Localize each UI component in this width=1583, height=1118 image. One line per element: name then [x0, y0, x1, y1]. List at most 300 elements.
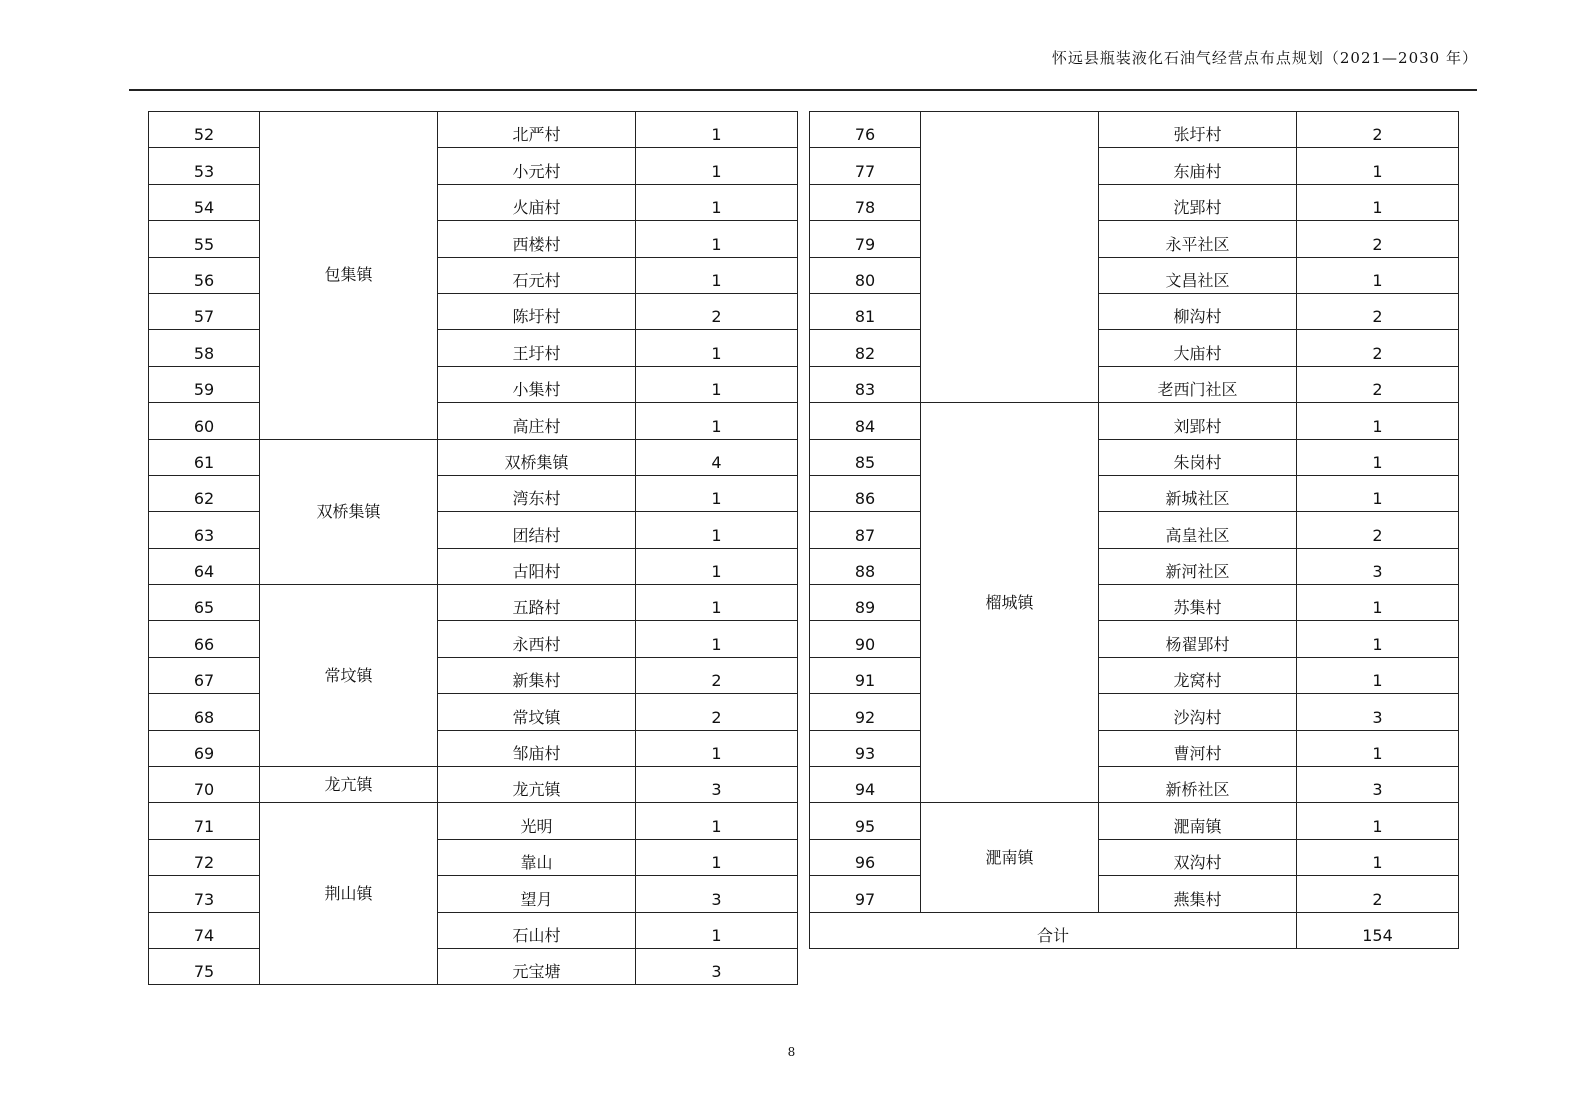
site-count: 1: [711, 489, 722, 509]
row-number-cell: [149, 912, 260, 948]
village-name: 文昌社区: [1165, 270, 1230, 290]
village-name: 团结村: [512, 525, 561, 545]
village-name-cell: [438, 803, 636, 839]
table-row: [810, 694, 1459, 730]
village-name-cell: [1099, 439, 1297, 475]
row-number-cell: [149, 112, 260, 148]
site-count-cell: [636, 876, 798, 912]
row-number-cell: [810, 585, 921, 621]
village-name-cell: [438, 912, 636, 948]
village-name: 刘郢村: [1173, 416, 1222, 436]
town-name: 龙亢镇: [324, 774, 373, 794]
row-number: 53: [193, 161, 215, 181]
site-count-cell: [636, 839, 798, 875]
row-number: 90: [854, 634, 876, 654]
site-count-cell: [1297, 730, 1459, 766]
row-number-cell: [810, 184, 921, 220]
village-name-cell: [438, 767, 636, 803]
row-number: 62: [193, 489, 215, 509]
village-name: 北严村: [512, 125, 561, 145]
village-name-cell: [1099, 257, 1297, 293]
site-count-cell: [636, 585, 798, 621]
village-name-cell: [438, 403, 636, 439]
site-count-cell: [636, 512, 798, 548]
site-count: 1: [1372, 598, 1383, 618]
row-number-cell: [810, 475, 921, 511]
village-name-cell: [1099, 293, 1297, 329]
site-count: 2: [711, 307, 722, 327]
town-name: 淝南镇: [985, 847, 1034, 867]
row-number: 64: [193, 562, 215, 582]
row-number: 83: [854, 380, 876, 400]
village-name-cell: [438, 439, 636, 475]
site-count-cell: [1297, 657, 1459, 693]
village-name-cell: [1099, 548, 1297, 584]
site-count: 1: [1372, 816, 1383, 836]
row-number: 65: [193, 598, 215, 618]
row-number-cell: [810, 548, 921, 584]
table-row: [149, 621, 798, 657]
site-count-cell: [1297, 221, 1459, 257]
site-count: 3: [711, 780, 722, 800]
town-name: 常坟镇: [324, 665, 373, 685]
village-name-cell: [1099, 221, 1297, 257]
row-number: 96: [854, 853, 876, 873]
village-name-cell: [438, 548, 636, 584]
village-name-cell: [438, 112, 636, 148]
row-number-cell: [149, 293, 260, 329]
village-name-cell: [1099, 184, 1297, 220]
table-row: [149, 694, 798, 730]
site-count: 1: [711, 416, 722, 436]
table-row: [810, 512, 1459, 548]
site-count: 3: [1372, 707, 1383, 727]
site-count: 1: [711, 525, 722, 545]
table-row: [149, 839, 798, 875]
table-row: [149, 293, 798, 329]
row-number: 74: [193, 925, 215, 945]
site-count-cell: [1297, 803, 1459, 839]
site-count: 3: [711, 962, 722, 982]
table-row: [810, 657, 1459, 693]
village-name-cell: [1099, 803, 1297, 839]
site-count: 3: [1372, 780, 1383, 800]
site-count: 1: [1372, 198, 1383, 218]
row-number-cell: [149, 876, 260, 912]
village-name-cell: [438, 148, 636, 184]
table-row: [810, 548, 1459, 584]
site-count: 1: [711, 270, 722, 290]
village-name-cell: [1099, 112, 1297, 148]
row-number-cell: [149, 657, 260, 693]
table-row: [149, 657, 798, 693]
site-count: 1: [711, 925, 722, 945]
site-count: 3: [1372, 562, 1383, 582]
site-count-cell: [1297, 621, 1459, 657]
site-count: 1: [1372, 489, 1383, 509]
table-row: [149, 366, 798, 402]
village-name-cell: [1099, 403, 1297, 439]
village-name: 靠山: [520, 853, 553, 873]
site-count-cell: [1297, 876, 1459, 912]
table-row: [810, 221, 1459, 257]
table-row: [149, 439, 798, 475]
row-number: 88: [854, 562, 876, 582]
row-number-cell: [810, 257, 921, 293]
village-name-cell: [1099, 330, 1297, 366]
table-row: [810, 403, 1459, 439]
village-name: 五路村: [512, 598, 561, 618]
row-number-cell: [810, 839, 921, 875]
village-name: 小集村: [512, 380, 561, 400]
total-row: [810, 912, 1459, 948]
site-count-cell: [1297, 512, 1459, 548]
row-number-cell: [149, 221, 260, 257]
village-name-cell: [1099, 512, 1297, 548]
table-row: [810, 585, 1459, 621]
village-name: 沈郢村: [1173, 198, 1222, 218]
table-row: [149, 548, 798, 584]
row-number: 77: [854, 161, 876, 181]
row-number: 54: [193, 198, 215, 218]
row-number: 85: [854, 452, 876, 472]
site-count-cell: [636, 767, 798, 803]
row-number: 76: [854, 125, 876, 145]
row-number-cell: [810, 803, 921, 839]
town-cell: [260, 585, 438, 767]
site-count-cell: [1297, 148, 1459, 184]
row-number: 59: [193, 380, 215, 400]
site-count-cell: [636, 366, 798, 402]
village-name: 淝南镇: [1173, 816, 1222, 836]
site-count: 1: [711, 125, 722, 145]
site-count-cell: [636, 439, 798, 475]
row-number-cell: [149, 548, 260, 584]
row-number-cell: [149, 439, 260, 475]
total-value-cell: [1297, 912, 1459, 948]
table-row: [810, 803, 1459, 839]
village-name: 张圩村: [1173, 125, 1222, 145]
site-count-cell: [1297, 330, 1459, 366]
row-number-cell: [149, 148, 260, 184]
row-number-cell: [810, 221, 921, 257]
site-count: 2: [1372, 125, 1383, 145]
row-number: 72: [193, 853, 215, 873]
site-count-cell: [636, 148, 798, 184]
site-count: 1: [711, 634, 722, 654]
village-name-cell: [1099, 876, 1297, 912]
table-row: [810, 439, 1459, 475]
site-count-cell: [1297, 257, 1459, 293]
site-count: 1: [711, 816, 722, 836]
site-count: 1: [711, 343, 722, 363]
site-count-cell: [1297, 839, 1459, 875]
village-name: 光明: [520, 816, 553, 836]
village-name-cell: [438, 512, 636, 548]
village-name-cell: [1099, 148, 1297, 184]
row-number-cell: [149, 694, 260, 730]
village-name-cell: [1099, 767, 1297, 803]
village-name: 沙沟村: [1173, 707, 1222, 727]
site-count-cell: [1297, 112, 1459, 148]
header-divider: [129, 89, 1477, 91]
table-row: [810, 621, 1459, 657]
town-name: 包集镇: [324, 265, 373, 285]
row-number: 80: [854, 270, 876, 290]
town-cell: [260, 767, 438, 803]
village-name: 石元村: [512, 270, 561, 290]
row-number: 56: [193, 270, 215, 290]
table-row: [810, 839, 1459, 875]
town-name: 榴城镇: [985, 592, 1034, 612]
town-cell: [260, 439, 438, 585]
village-name: 曹河村: [1173, 744, 1222, 764]
total-value: 154: [1362, 925, 1393, 945]
row-number-cell: [149, 767, 260, 803]
site-count-cell: [636, 548, 798, 584]
village-name: 双沟村: [1173, 853, 1222, 873]
village-name: 高皇社区: [1165, 525, 1230, 545]
village-name: 火庙村: [512, 198, 561, 218]
village-name-cell: [438, 257, 636, 293]
village-name-cell: [438, 585, 636, 621]
site-count: 1: [1372, 744, 1383, 764]
village-name: 元宝塘: [512, 962, 561, 982]
town-name: 荆山镇: [324, 883, 373, 903]
table-row: [149, 585, 798, 621]
site-count-cell: [636, 912, 798, 948]
row-number: 67: [193, 671, 215, 691]
site-count-cell: [1297, 366, 1459, 402]
row-number: 91: [854, 671, 876, 691]
village-name: 老西门社区: [1157, 380, 1238, 400]
table-row: [810, 767, 1459, 803]
site-count: 4: [711, 452, 722, 472]
table-row: [149, 876, 798, 912]
row-number: 52: [193, 125, 215, 145]
site-count: 2: [1372, 343, 1383, 363]
site-count: 1: [1372, 634, 1383, 654]
page-number: 8: [787, 1045, 796, 1059]
table-row: [810, 366, 1459, 402]
row-number-cell: [810, 403, 921, 439]
village-name: 石山村: [512, 925, 561, 945]
table-row: [149, 148, 798, 184]
village-name: 龙亢镇: [512, 780, 561, 800]
site-count-cell: [636, 221, 798, 257]
site-count-cell: [636, 948, 798, 984]
village-name-cell: [438, 694, 636, 730]
site-count: 1: [1372, 416, 1383, 436]
row-number: 71: [193, 816, 215, 836]
site-count-cell: [1297, 439, 1459, 475]
site-count-cell: [636, 112, 798, 148]
site-count-cell: [636, 257, 798, 293]
village-name: 邹庙村: [512, 744, 561, 764]
village-name: 柳沟村: [1173, 307, 1222, 327]
site-count: 1: [1372, 452, 1383, 472]
row-number: 63: [193, 525, 215, 545]
village-name-cell: [1099, 585, 1297, 621]
table-row: [149, 948, 798, 984]
village-name-cell: [438, 293, 636, 329]
table-row: [149, 257, 798, 293]
site-count: 2: [1372, 380, 1383, 400]
row-number-cell: [810, 293, 921, 329]
table-row: [810, 730, 1459, 766]
row-number-cell: [149, 730, 260, 766]
table-row: [149, 330, 798, 366]
table-row: [149, 403, 798, 439]
site-count-cell: [636, 403, 798, 439]
row-number: 66: [193, 634, 215, 654]
village-name: 燕集村: [1173, 889, 1222, 909]
row-number-cell: [149, 621, 260, 657]
site-count-cell: [636, 657, 798, 693]
village-name: 新河社区: [1165, 562, 1230, 582]
village-name-cell: [1099, 475, 1297, 511]
village-name: 古阳村: [512, 562, 561, 582]
row-number-cell: [810, 730, 921, 766]
village-name-cell: [1099, 657, 1297, 693]
table-row: [149, 184, 798, 220]
table-row: [149, 803, 798, 839]
row-number: 89: [854, 598, 876, 618]
village-name-cell: [1099, 730, 1297, 766]
village-name-cell: [438, 839, 636, 875]
left-distribution-table: [148, 111, 798, 985]
row-number-cell: [810, 767, 921, 803]
site-count-cell: [636, 694, 798, 730]
row-number: 73: [193, 889, 215, 909]
village-name: 永西村: [512, 634, 561, 654]
site-count: 3: [711, 889, 722, 909]
site-count: 1: [1372, 671, 1383, 691]
town-cell: [260, 112, 438, 440]
row-number-cell: [810, 657, 921, 693]
site-count-cell: [636, 184, 798, 220]
site-count: 1: [711, 562, 722, 582]
village-name: 朱岗村: [1173, 452, 1222, 472]
site-count-cell: [1297, 293, 1459, 329]
row-number-cell: [810, 439, 921, 475]
village-name: 新城社区: [1165, 489, 1230, 509]
row-number: 60: [193, 416, 215, 436]
village-name-cell: [1099, 366, 1297, 402]
site-count-cell: [1297, 694, 1459, 730]
row-number: 69: [193, 744, 215, 764]
row-number-cell: [149, 330, 260, 366]
site-count: 2: [1372, 525, 1383, 545]
village-name-cell: [438, 475, 636, 511]
site-count: 2: [711, 707, 722, 727]
table-row: [810, 184, 1459, 220]
village-name-cell: [438, 184, 636, 220]
village-name-cell: [1099, 621, 1297, 657]
village-name: 小元村: [512, 161, 561, 181]
site-count: 1: [711, 380, 722, 400]
row-number: 58: [193, 343, 215, 363]
table-row: [810, 876, 1459, 912]
site-count-cell: [636, 803, 798, 839]
total-label-cell: [810, 912, 1297, 948]
site-count: 1: [711, 744, 722, 764]
village-name-cell: [438, 657, 636, 693]
site-count-cell: [1297, 403, 1459, 439]
site-count-cell: [1297, 184, 1459, 220]
site-count-cell: [1297, 585, 1459, 621]
row-number: 78: [854, 198, 876, 218]
table-row: [810, 257, 1459, 293]
site-count: 1: [1372, 270, 1383, 290]
site-count-cell: [636, 621, 798, 657]
site-count-cell: [636, 293, 798, 329]
site-count: 1: [1372, 161, 1383, 181]
table-row: [810, 293, 1459, 329]
table-row: [810, 475, 1459, 511]
village-name: 东庙村: [1173, 161, 1222, 181]
row-number-cell: [149, 803, 260, 839]
row-number-cell: [810, 694, 921, 730]
site-count: 1: [711, 198, 722, 218]
row-number: 86: [854, 489, 876, 509]
row-number: 61: [193, 452, 215, 472]
village-name-cell: [1099, 839, 1297, 875]
row-number-cell: [149, 839, 260, 875]
site-count: 2: [711, 671, 722, 691]
row-number: 84: [854, 416, 876, 436]
town-cell: [921, 112, 1099, 403]
row-number-cell: [149, 366, 260, 402]
town-cell: [921, 803, 1099, 912]
row-number-cell: [149, 512, 260, 548]
table-row: [149, 221, 798, 257]
table-row: [149, 912, 798, 948]
village-name: 常坟镇: [512, 707, 561, 727]
table-row: [149, 112, 798, 148]
site-count-cell: [636, 475, 798, 511]
site-count: 1: [711, 161, 722, 181]
town-cell: [921, 403, 1099, 803]
row-number-cell: [149, 948, 260, 984]
site-count-cell: [1297, 475, 1459, 511]
village-name: 苏集村: [1173, 598, 1222, 618]
row-number-cell: [810, 330, 921, 366]
village-name: 陈圩村: [512, 307, 561, 327]
table-row: [810, 112, 1459, 148]
village-name: 新桥社区: [1165, 780, 1230, 800]
row-number: 75: [193, 962, 215, 982]
right-distribution-table: [809, 111, 1459, 949]
village-name: 望月: [520, 889, 553, 909]
row-number-cell: [149, 585, 260, 621]
row-number-cell: [810, 148, 921, 184]
row-number-cell: [810, 366, 921, 402]
row-number: 87: [854, 525, 876, 545]
row-number: 95: [854, 816, 876, 836]
village-name: 永平社区: [1165, 234, 1230, 254]
site-count: 1: [711, 598, 722, 618]
row-number: 55: [193, 234, 215, 254]
village-name-cell: [438, 948, 636, 984]
site-count: 2: [1372, 234, 1383, 254]
site-count: 1: [711, 234, 722, 254]
town-name: 双桥集镇: [316, 501, 381, 521]
row-number: 97: [854, 889, 876, 909]
site-count: 1: [1372, 853, 1383, 873]
total-label: 合计: [1036, 925, 1069, 945]
village-name-cell: [438, 730, 636, 766]
